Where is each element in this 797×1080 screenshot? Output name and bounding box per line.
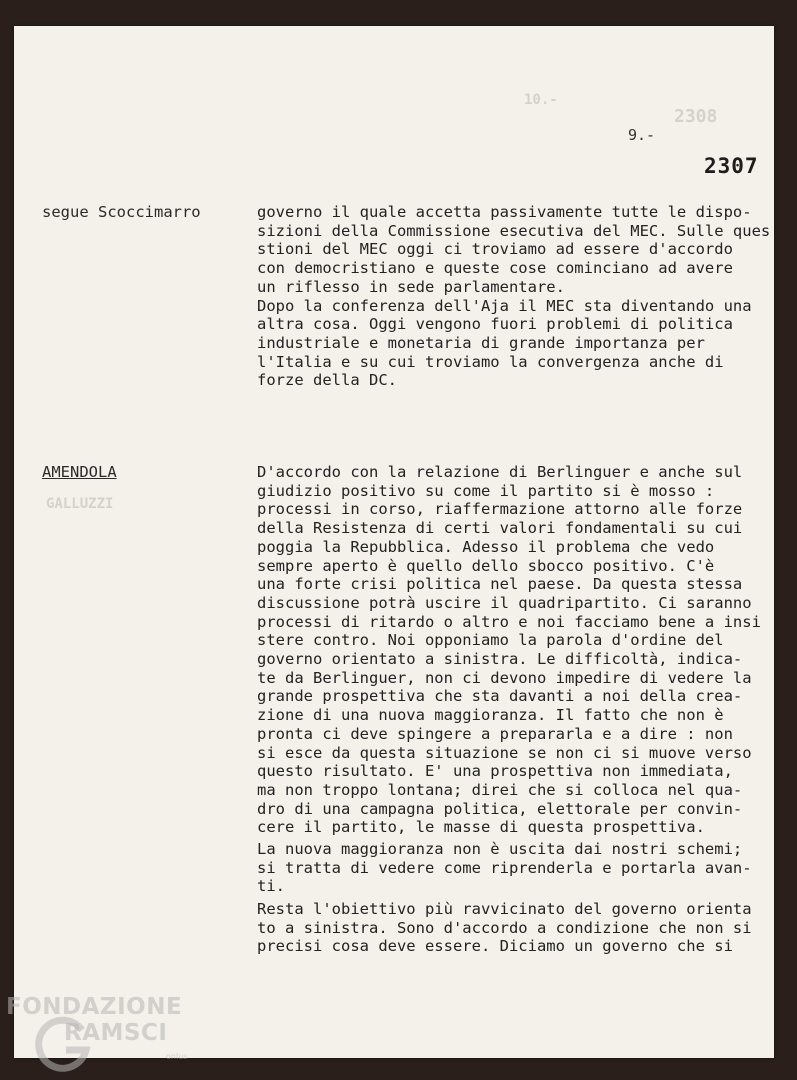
- text-line: della Resistenza di certi valori fondamentali su cui: [257, 519, 743, 538]
- text-line: si tratta di vedere come riprenderla e portarla avan-: [257, 858, 752, 877]
- text-line: ti.: [257, 877, 285, 896]
- text-line: giudizio positivo su come il partito si è mosso :: [257, 481, 715, 500]
- logo-suffix: onlus: [166, 1052, 188, 1061]
- document-number: 2307: [704, 154, 759, 178]
- text-line: Dopo la conferenza dell'Aja il MEC sta diventando una: [257, 296, 752, 315]
- text-line: stere contro. Noi opponiamo la parola d'ordine del: [257, 631, 724, 650]
- text-line: ma non troppo lontana; direi che si colloca nel qua-: [257, 780, 743, 799]
- page-number: 9.-: [628, 126, 656, 144]
- speaker-label-scoccimarro: segue Scoccimarro: [42, 203, 201, 221]
- text-line: una forte crisi politica nel paese. Da questa stessa: [257, 575, 743, 594]
- text-line: l'Italia e su cui troviamo la convergenza anche di: [257, 352, 724, 371]
- text-line: si esce da questa situazione se non ci si muove verso: [257, 743, 752, 762]
- text-line: un riflesso in sede parlamentare.: [257, 277, 565, 296]
- ghost-speaker: GALLUZZI: [46, 496, 114, 512]
- text-line: processi di ritardo o altro e noi facciamo bene a insi: [257, 612, 761, 631]
- speech-paragraph: [257, 840, 777, 896]
- logo-text-line1: FONDAZIONE: [6, 994, 183, 1020]
- text-line: grande prospettiva che sta davanti a noi della crea-: [257, 687, 743, 706]
- text-line: sempre aperto è quello dello sbocco positivo. C'è: [257, 556, 715, 575]
- text-line: governo orientato a sinistra. Le difficoltà, indica-: [257, 650, 743, 669]
- text-line: governo il quale accetta passivamente tutte le dispo-: [257, 203, 752, 221]
- text-line: questo risultato. E' una prospettiva non immediata,: [257, 762, 733, 781]
- text-line: zione di una nuova maggioranza. Il fatto che non è: [257, 706, 724, 725]
- text-line: industriale e monetaria di grande importanza per: [257, 333, 705, 352]
- text-line: forze della DC.: [257, 371, 397, 390]
- text-line: precisi cosa deve essere. Diciamo un governo che si: [257, 937, 733, 956]
- text-line: discussione potrà uscire il quadripartito. Ci saranno: [257, 593, 752, 612]
- fondazione-gramsci-logo: [6, 994, 206, 1074]
- text-line: to a sinistra. Sono d'accordo a condizione che non si: [257, 918, 752, 937]
- text-line: pronta ci deve spingere a prepararla e a dire : non: [257, 724, 733, 743]
- text-line: poggia la Repubblica. Adesso il problema che vedo: [257, 537, 715, 556]
- text-line: sizioni della Commissione esecutiva del MEC. Sulle ques: [257, 221, 771, 240]
- speaker-label-amendola: AMENDOLA: [42, 463, 117, 481]
- text-line: La nuova maggioranza non è uscita dai nostri schemi;: [257, 840, 743, 858]
- speech-paragraph: [257, 463, 777, 837]
- text-line: D'accordo con la relazione di Berlinguer e anche sul: [257, 463, 743, 481]
- text-line: con democristiano e queste cose cominciano ad avere: [257, 259, 733, 278]
- text-line: processi in corso, riaffermazione attorno alle forze: [257, 500, 743, 519]
- text-line: dro di una campagna politica, elettorale per convin-: [257, 799, 743, 818]
- ghost-doc-number: 2308: [674, 106, 718, 127]
- text-line: cere il partito, le masse di questa prospettiva.: [257, 818, 705, 837]
- speech-paragraph: [257, 203, 777, 390]
- logo-text-line2: RAMSCI: [64, 1020, 168, 1046]
- text-line: Resta l'obiettivo più ravvicinato del governo orienta: [257, 900, 752, 918]
- text-line: stioni del MEC oggi ci troviamo ad essere d'accordo: [257, 240, 733, 259]
- speech-paragraph: [257, 900, 777, 956]
- ghost-page-number: 10.-: [524, 92, 558, 108]
- text-line: te da Berlinguer, non ci devono impedire di vedere la: [257, 668, 752, 687]
- text-line: altra cosa. Oggi vengono fuori problemi di politica: [257, 315, 733, 334]
